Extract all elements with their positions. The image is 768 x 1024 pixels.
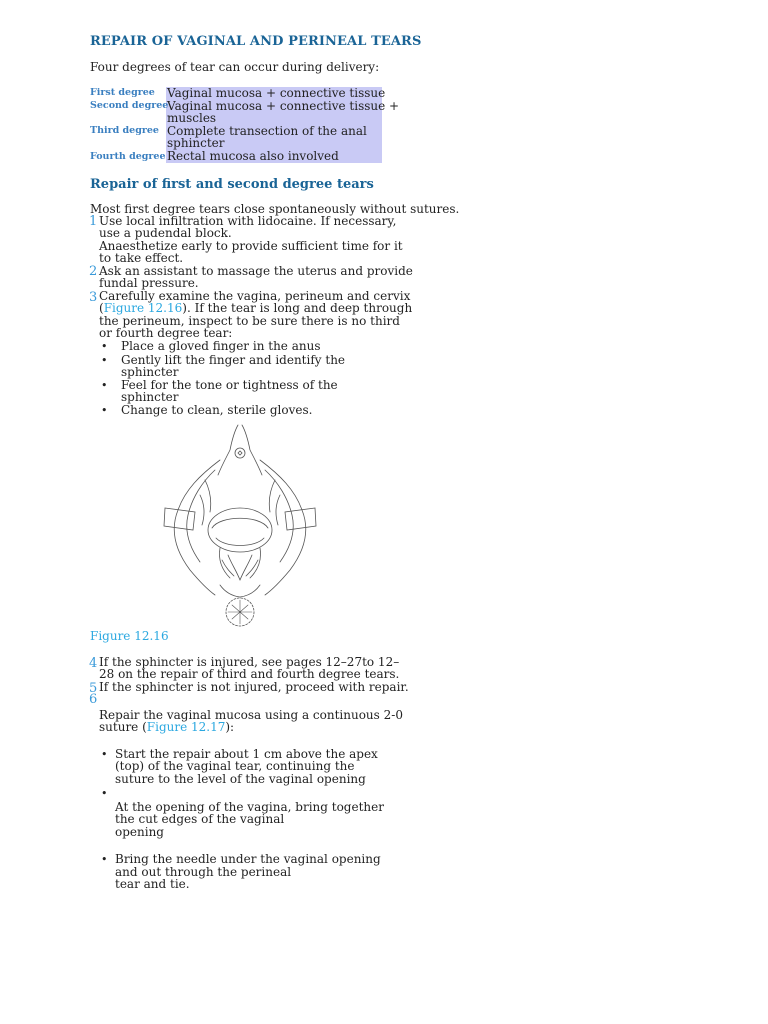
bullet-dot: •: [101, 748, 108, 761]
step-number-1: 1: [89, 214, 98, 229]
step-4-line2: 28 on the repair of third and fourth degree tears.: [99, 667, 400, 681]
intro-text: Four degrees of tear can occur during delivery:: [90, 60, 380, 74]
degree-label-third: Third degree: [90, 125, 159, 136]
step-3-line3: the perineum, inspect to be sure there is no third: [99, 314, 400, 328]
step-3-line1: Carefully examine the vagina, perineum and cervix: [99, 289, 411, 303]
step-6-bullet-2-line3: opening: [115, 825, 164, 839]
step-3-line4: or fourth degree tear:: [99, 326, 233, 340]
degree-desc-first: Vaginal mucosa + connective tissue: [167, 86, 386, 100]
bullet-dot: •: [101, 787, 108, 800]
bullet-dot: •: [101, 340, 108, 353]
step-6-bullet-1-line2: (top) of the vaginal tear, continuing the: [115, 759, 355, 773]
step-6-bullet-3-line2: and out through the perineal: [115, 865, 292, 879]
figure-12-17-link[interactable]: Figure 12.17: [146, 720, 226, 734]
step-1-line1: Use local infiltration with lidocaine. If necessary,: [99, 214, 397, 228]
step-3-bullet-4: Change to clean, sterile gloves.: [121, 403, 313, 417]
step-number-5: 5: [89, 681, 98, 696]
step-6-line1: Repair the vaginal mucosa using a continuous 2-0: [99, 708, 403, 722]
step-6-line2: suture (Figure 12.17):: [99, 720, 235, 734]
step-3-bullet-3-line2: sphincter: [121, 390, 179, 404]
degree-desc-fourth: Rectal mucosa also involved: [167, 149, 339, 163]
step-6-bullet-3-line1: Bring the needle under the vaginal opening: [115, 852, 381, 866]
step-6-bullet-3-line3: tear and tie.: [115, 877, 190, 891]
step-number-6: 6: [89, 692, 98, 707]
bullet-dot: •: [101, 404, 108, 417]
section-heading: Repair of first and second degree tears: [90, 177, 374, 192]
degree-label-second: Second degree: [90, 100, 169, 111]
step-number-4: 4: [89, 656, 98, 671]
degree-desc-third-line1: Complete transection of the anal: [167, 124, 367, 138]
figure-12-16-link[interactable]: Figure 12.16: [103, 301, 183, 315]
step-3-bullet-2-line2: sphincter: [121, 365, 179, 379]
step-4-line1: If the sphincter is injured, see pages 12–27to 12–: [99, 655, 400, 669]
step-number-2: 2: [89, 264, 98, 279]
degree-label-first: First degree: [90, 87, 155, 98]
bullet-dot: •: [101, 853, 108, 866]
step-3-bullet-2-line1: Gently lift the finger and identify the: [121, 353, 346, 367]
step-1-line3: Anaesthetize early to provide sufficient time for it: [99, 239, 403, 253]
step-6-bullet-1-line1: Start the repair about 1 cm above the apex: [115, 747, 378, 761]
degree-desc-second-line1: Vaginal mucosa + connective tissue +: [167, 99, 400, 113]
step-1-line2: use a pudendal block.: [99, 226, 232, 240]
step-1-line4: to take effect.: [99, 251, 184, 265]
paragraph-spontaneous: Most first degree tears close spontaneously without sutures.: [90, 202, 460, 216]
step-6-bullet-1-line3: suture to the level of the vaginal opening: [115, 772, 366, 786]
bullet-dot: •: [101, 379, 108, 392]
step-6-bullet-2-line2: the cut edges of the vaginal: [115, 812, 285, 826]
bullet-dot: •: [101, 354, 108, 367]
perineum-illustration: [160, 420, 320, 635]
page-title: REPAIR OF VAGINAL AND PERINEAL TEARS: [90, 34, 422, 49]
degree-desc-second-line2: muscles: [167, 111, 217, 125]
figure-caption[interactable]: Figure 12.16: [90, 629, 169, 643]
step-6-bullet-2-line1: At the opening of the vagina, bring together: [115, 800, 384, 814]
step-number-3: 3: [89, 290, 98, 305]
step-3-bullet-1: Place a gloved finger in the anus: [121, 339, 321, 353]
step-2-line2: fundal pressure.: [99, 276, 199, 290]
step-3-line2: (Figure 12.16). If the tear is long and deep through: [99, 301, 413, 315]
step-3-bullet-3-line1: Feel for the tone or tightness of the: [121, 378, 338, 392]
step-2-line1: Ask an assistant to massage the uterus and provide: [99, 264, 413, 278]
step-5-text: If the sphincter is not injured, proceed with repair.: [99, 680, 409, 694]
degree-desc-third-line2: sphincter: [167, 136, 225, 150]
degree-label-fourth: Fourth degree: [90, 151, 166, 162]
